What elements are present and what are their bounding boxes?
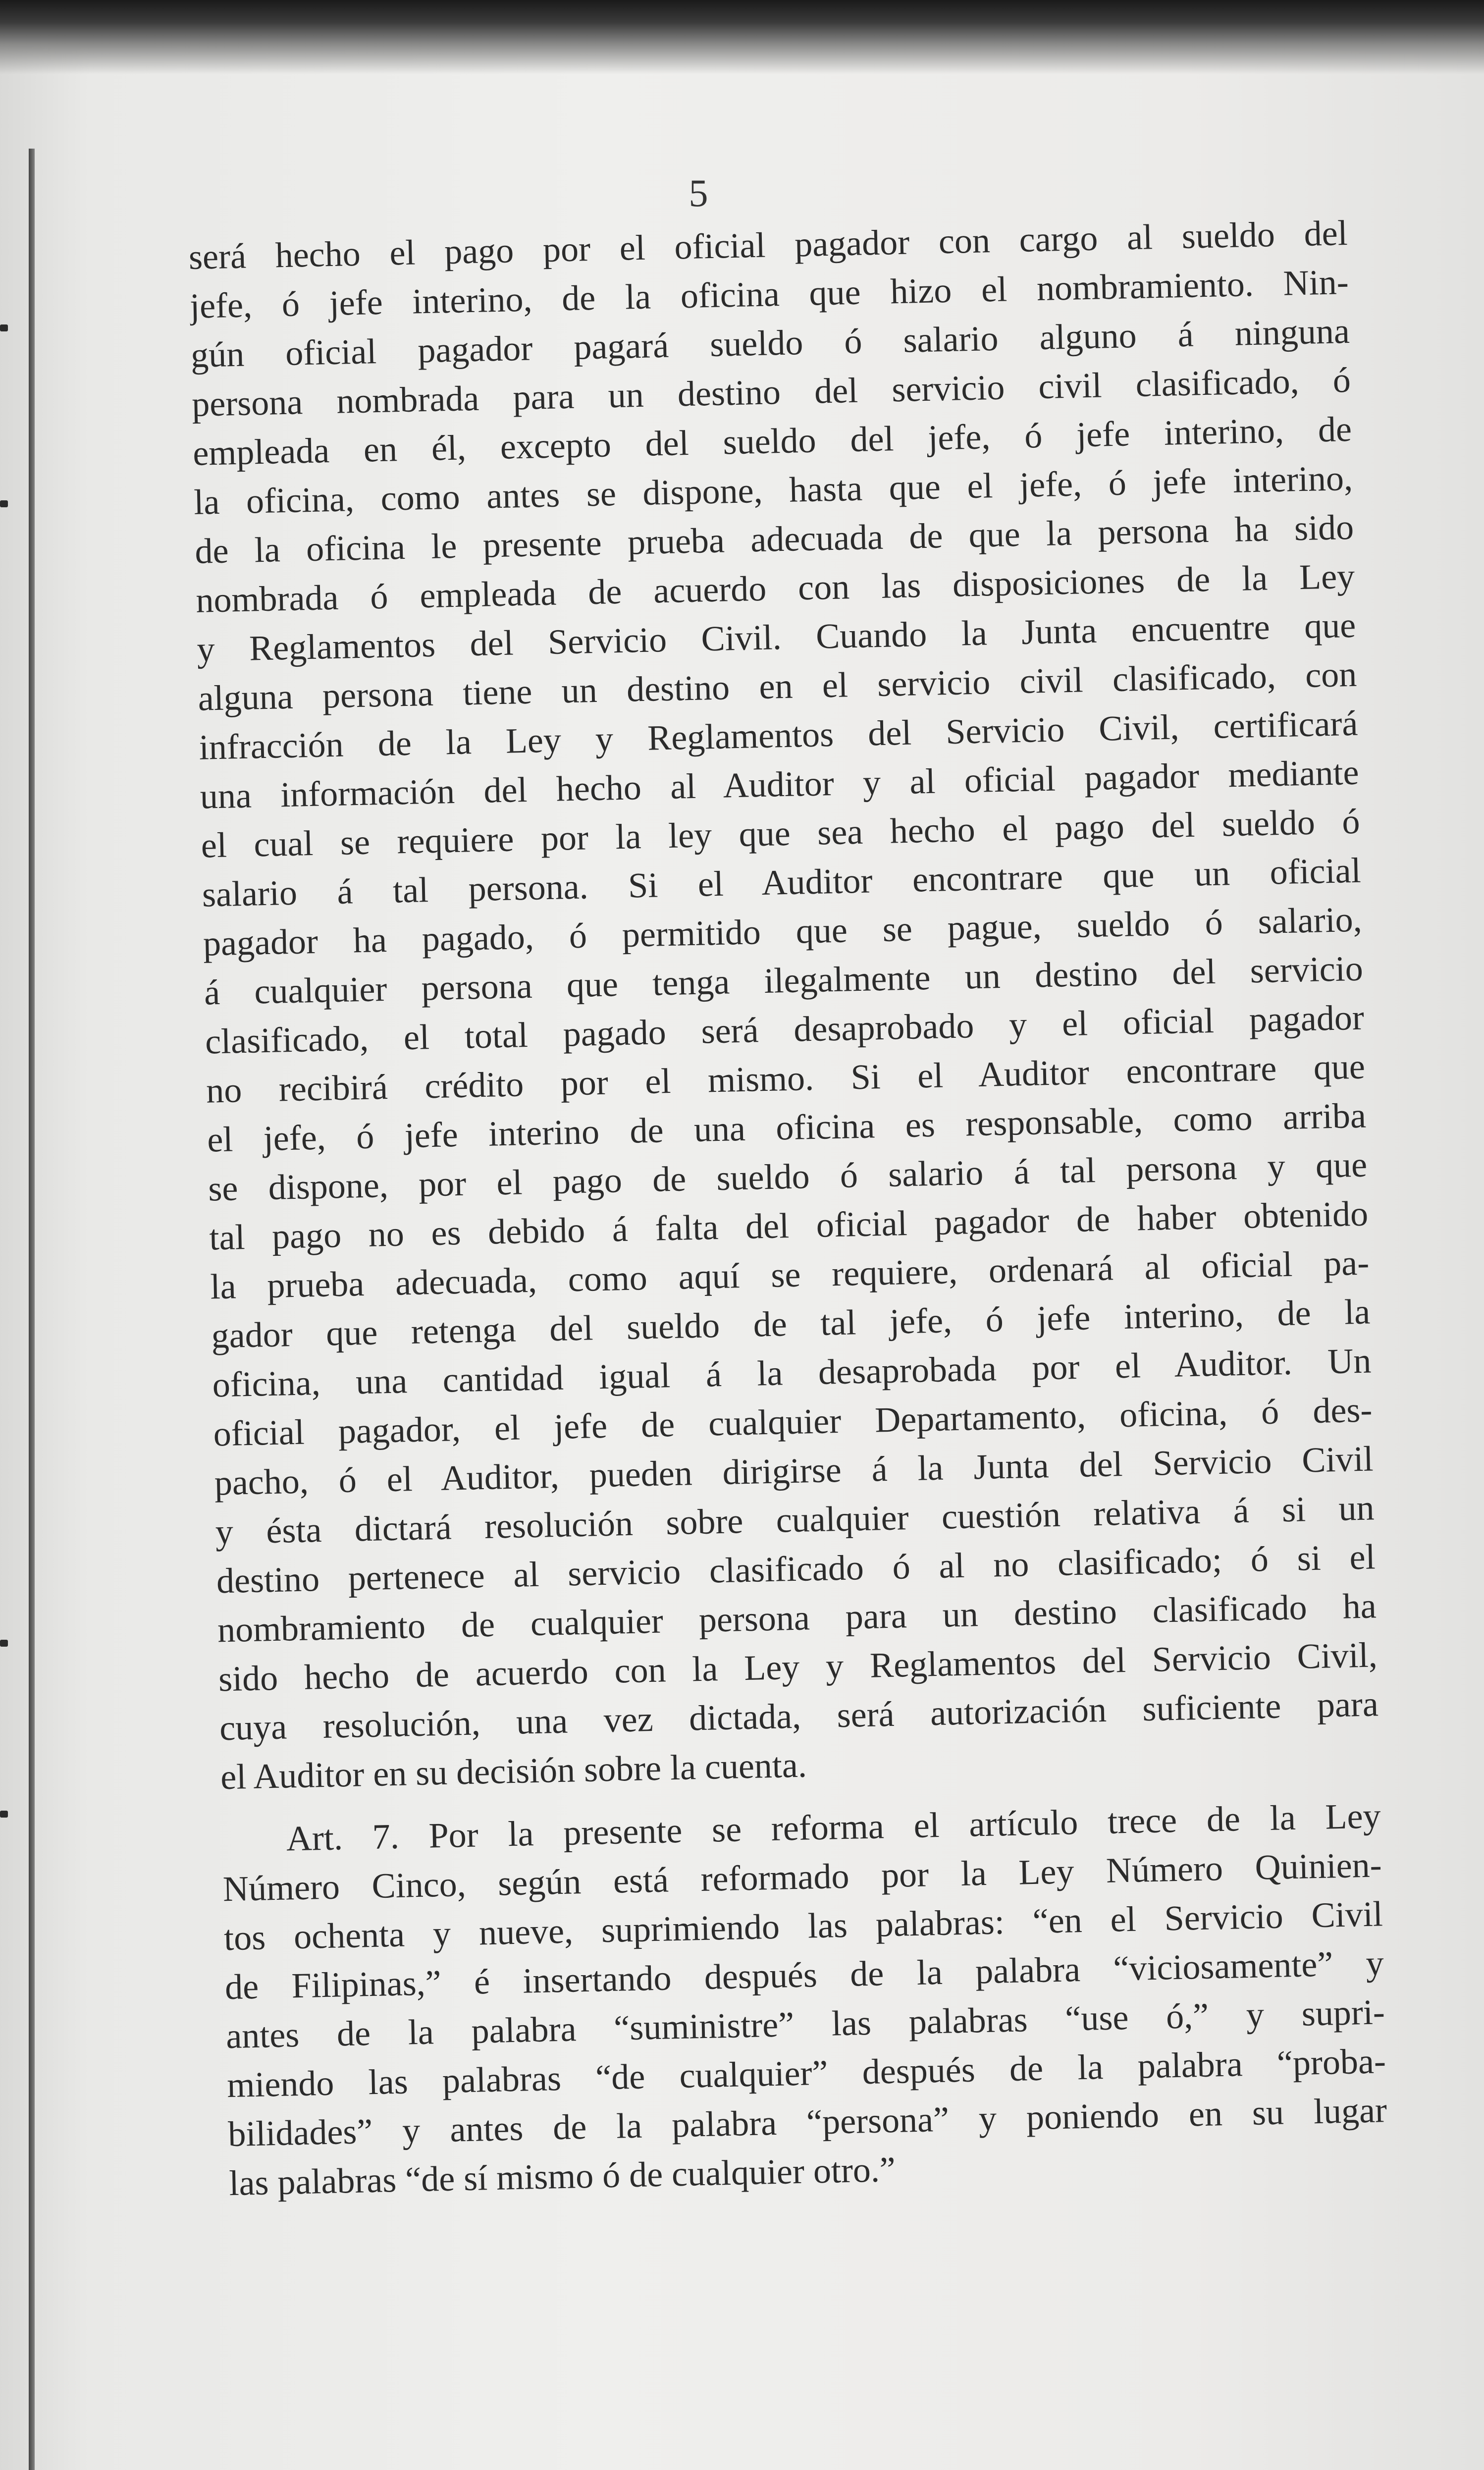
text-line: tos ochenta y nueve, suprimiendo las palabras: “en el Servicio Civil	[223, 1894, 1383, 1958]
text-line: pacho, ó el Auditor, pueden dirigirse á la Junta del Servicio Civil	[214, 1439, 1374, 1503]
text-line: gún oficial pagador pagará sueldo ó salario alguno á ninguna	[190, 311, 1350, 375]
binding-edge	[29, 149, 35, 2470]
text-line: la oficina, como antes se dispone, hasta que el jefe, ó jefe interino,	[193, 458, 1353, 522]
text-line: el jefe, ó jefe interino de una oficina es responsable, como arriba	[207, 1095, 1367, 1160]
text-line: salario á tal persona. Si el Auditor encontrare que un oficial	[202, 850, 1362, 914]
text-line: Número Cinco, según está reformado por la Ley Número Quinien-	[222, 1845, 1382, 1909]
text-line: clasificado, el total pagado será desaprobado y el oficial pagador	[205, 997, 1365, 1062]
margin-mark	[0, 500, 8, 507]
text-line: persona nombrada para un destino del servicio civil clasificado, ó	[191, 360, 1351, 424]
article-heading-line: Art. 7. Por la presente se reforma el artículo trece de la Ley	[286, 1796, 1381, 1859]
scan-top-shadow	[0, 0, 1484, 74]
text-line: miendo las palabras “de cualquier” después de la palabra “proba-	[226, 2041, 1386, 2105]
text-line: jefe, ó jefe interino, de la oficina que hizo el nombramiento. Nin-	[189, 262, 1349, 326]
text-line: de Filipinas,” é insertando después de la palabra “viciosamente” y	[224, 1943, 1384, 2007]
text-line: infracción de la Ley y Reglamentos del Servicio Civil, certificará	[198, 703, 1359, 767]
text-line: se dispone, por el pago de sueldo ó salario á tal persona y que	[208, 1144, 1368, 1209]
text-line: sido hecho de acuerdo con la Ley y Reglamentos del Servicio Civil,	[218, 1635, 1378, 1699]
text-line: cuya resolución, una vez dictada, será autorización suficiente para	[219, 1684, 1379, 1748]
text-line: el Auditor en su decisión sobre la cuenta.	[220, 1745, 807, 1797]
text-line: á cualquier persona que tenga ilegalmente un destino del servicio	[204, 948, 1364, 1013]
text-line: gador que retenga del sueldo de tal jefe, ó jefe interino, de la	[211, 1291, 1371, 1356]
body-text	[188, 209, 1388, 2208]
text-line: antes de la palabra “suministre” las palabras “use ó,” y supri-	[225, 1992, 1385, 2056]
margin-mark	[0, 324, 8, 331]
text-line: bilidades” y antes de la palabra “persona” y poniendo en su lugar	[227, 2090, 1387, 2154]
text-line: oficial pagador, el jefe de cualquier Departamento, oficina, ó des-	[212, 1390, 1373, 1454]
text-line: y Reglamentos del Servicio Civil. Cuando la Junta encuentre que	[196, 605, 1356, 669]
margin-mark	[0, 1811, 8, 1818]
text-line: tal pago no es debido á falta del oficial pagador de haber obtenido	[209, 1193, 1369, 1258]
text-line: nombramiento de cualquier persona para un destino clasificado ha	[217, 1586, 1377, 1650]
margin-mark	[0, 1640, 8, 1647]
text-line: alguna persona tiene un destino en el servicio civil clasificado, con	[197, 654, 1358, 718]
text-line: las palabras “de sí mismo ó de cualquier otro.”	[228, 2149, 896, 2203]
text-line: pagador ha pagado, ó permitido que se pague, sueldo ó salario,	[203, 899, 1363, 964]
text-line: destino pertenece al servicio clasificado ó al no clasificado; ó si el	[216, 1537, 1376, 1601]
text-line: de la oficina le presente prueba adecuada de que la persona ha sido	[194, 507, 1354, 571]
text-line: y ésta dictará resolución sobre cualquier cuestión relativa á si un	[215, 1488, 1375, 1552]
text-line: oficina, una cantidad igual á la desaprobada por el Auditor. Un	[212, 1341, 1372, 1405]
text-line: no recibirá crédito por el mismo. Si el Auditor encontrare que	[206, 1046, 1366, 1111]
text-line: empleada en él, excepto del sueldo del jefe, ó jefe interino, de	[192, 409, 1352, 473]
text-line: será hecho el pago por el oficial pagador con cargo al sueldo del	[188, 213, 1348, 277]
text-line: la prueba adecuada, como aquí se requiere, ordenará al oficial pa-	[210, 1242, 1370, 1307]
text-line: una información del hecho al Auditor y al oficial pagador mediante	[199, 752, 1360, 816]
page-number: 5	[689, 171, 708, 215]
text-line: nombrada ó empleada de acuerdo con las disposiciones de la Ley	[195, 556, 1355, 620]
text-line: el cual se requiere por la ley que sea hecho el pago del sueldo ó	[201, 801, 1361, 865]
